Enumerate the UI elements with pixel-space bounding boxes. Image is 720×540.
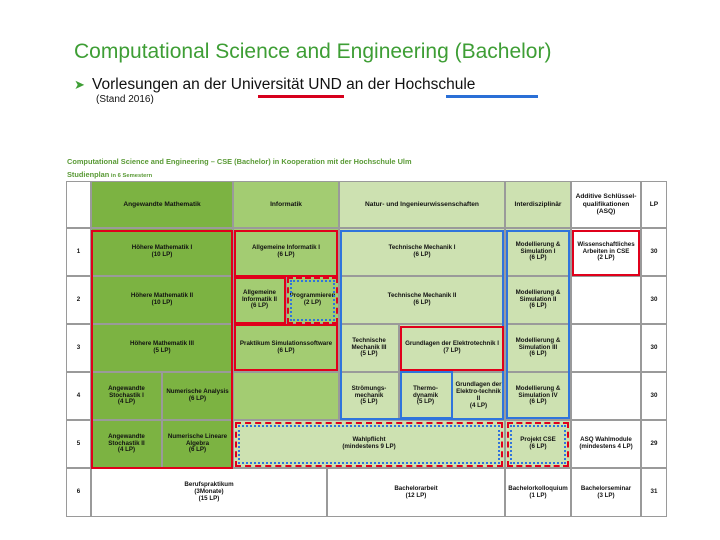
header-lp: LP [641,181,667,228]
hochschule-underline [446,95,538,98]
course-elektrotechnik-2: Grundlagen der Elektro-technik II (4 LP) [452,372,505,420]
bullet-text-pre: Vorlesungen an der [92,76,231,93]
university-underline [258,95,344,98]
course-praktikum-simulationssoftware: Praktikum Simulationssoftware (6 LP) [233,324,339,372]
course-wahlpflicht: Wahlpflicht (mindestens 9 LP) [233,420,505,468]
course-hoehere-mathematik-2: Höhere Mathematik II (10 LP) [91,276,233,324]
table-subtitle-small: in 6 Semestern [109,173,153,179]
semester-3: 3 [66,324,91,372]
course-stroemungsmechanik: Strömungs-mechanik (5 LP) [339,372,399,420]
lp-total-2: 30 [641,276,667,324]
table-subtitle [67,170,152,179]
course-allgemeine-informatik-1: Allgemeine Informatik I (6 LP) [233,228,339,276]
course-technische-mechanik-2: Technische Mechanik II (6 LP) [339,276,505,324]
bullet-text-mid: UND an der [303,76,395,93]
bullet-line [74,76,475,94]
lp-total-5: 29 [641,420,667,468]
semester-1: 1 [66,228,91,276]
table-subtitle-main: Studienplan [67,170,110,179]
arrow-bullet-icon: ➤ [74,77,85,92]
course-stochastik-2: Angewandte Stochastik II (4 LP) [91,420,162,468]
course-bachelorkolloquium: Bachelorkolloquium (1 LP) [505,468,571,517]
lp-total-1: 30 [641,228,667,276]
empty-asq-cell-2 [571,276,641,324]
header-asq: Additive Schlüssel-qualifikationen (ASQ) [571,181,641,228]
lp-total-4: 30 [641,372,667,420]
course-berufspraktikum: Berufspraktikum (3Monate) (15 LP) [91,468,327,517]
header-natur-ingenieur: Natur- und Ingenieurwissenschaften [339,181,505,228]
course-modellierung-simulation-2: Modellierung & Simulation II (6 LP) [505,276,571,324]
table-title: Computational Science and Engineering – CSE (Bachelor) in Kooperation mit der Hochschule Ulm [67,157,412,166]
course-elektrotechnik-1: Grundlagen der Elektrotechnik I (7 LP) [399,324,505,372]
course-technische-mechanik-1: Technische Mechanik I (6 LP) [339,228,505,276]
empty-asq-cell-4 [571,372,641,420]
lp-total-3: 30 [641,324,667,372]
course-stochastik-1: Angewandte Stochastik I (4 LP) [91,372,162,420]
course-numerische-analysis: Numerische Analysis (6 LP) [162,372,233,420]
slide-title: Computational Science and Engineering (Bachelor) [74,40,552,63]
empty-asq-cell-3 [571,324,641,372]
course-modellierung-simulation-4: Modellierung & Simulation IV (6 LP) [505,372,571,420]
course-modellierung-simulation-1: Modellierung & Simulation I (6 LP) [505,228,571,276]
course-asq-wahlmodule: ASQ Wahlmodule (mindestens 4 LP) [571,420,641,468]
corner-cell [66,181,91,228]
course-thermodynamik: Thermo-dynamik (5 LP) [399,372,452,420]
semester-5: 5 [66,420,91,468]
course-bachelorarbeit: Bachelorarbeit (12 LP) [327,468,505,517]
semester-4: 4 [66,372,91,420]
course-allgemeine-informatik-2: Allgemeine Informatik II (6 LP) [233,276,286,324]
bullet-text-hochschule: Hochschule [394,76,476,93]
semester-6: 6 [66,468,91,517]
course-hoehere-mathematik-1: Höhere Mathematik I (10 LP) [91,228,233,276]
course-numerische-lineare-algebra: Numerische Lineare Algebra (6 LP) [162,420,233,468]
semester-2: 2 [66,276,91,324]
header-interdisziplinaer: Interdisziplinär [505,181,571,228]
course-projekt-cse: Projekt CSE (6 LP) [505,420,571,468]
course-modellierung-simulation-3: Modellierung & Simulation III (6 LP) [505,324,571,372]
course-wissenschaftliches-arbeiten: Wissenschaftliches Arbeiten in CSE (2 LP) [571,228,641,276]
study-plan-table [66,181,667,517]
header-informatik: Informatik [233,181,339,228]
header-math: Angewandte Mathematik [91,181,233,228]
empty-informatik-cell [233,372,339,420]
bullet-text-university: Universität [230,76,304,93]
lp-total-6: 31 [641,468,667,517]
course-hoehere-mathematik-3: Höhere Mathematik III (5 LP) [91,324,233,372]
slide-subtitle: (Stand 2016) [96,94,154,105]
course-programmieren: Programmieren (2 LP) [286,276,339,324]
course-technische-mechanik-3: Technische Mechanik III (5 LP) [339,324,399,372]
course-bachelorseminar: Bachelorseminar (3 LP) [571,468,641,517]
